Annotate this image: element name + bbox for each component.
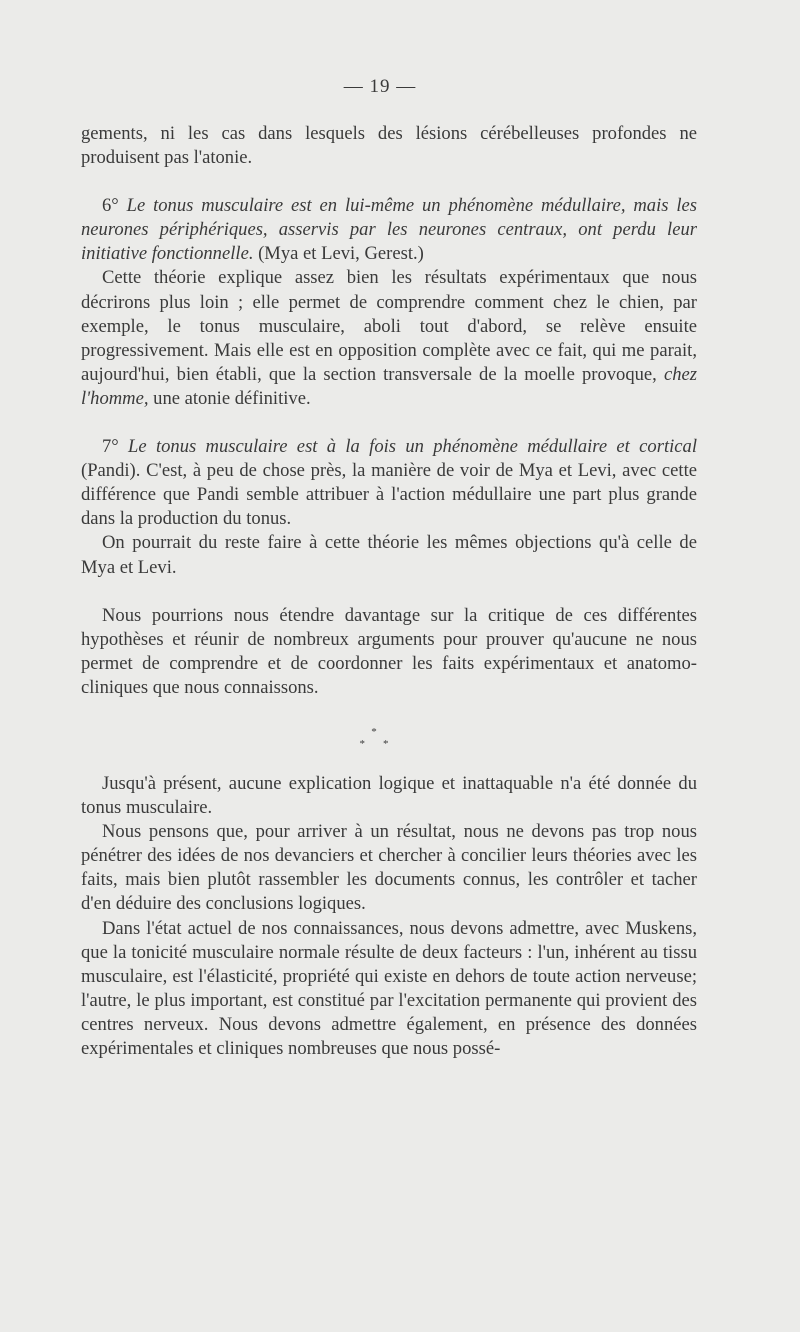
paragraph-no-explanation: Jusqu'à présent, aucune explication logique et inattaquable n'a été donnée du tonus musculaire. — [81, 772, 697, 819]
paragraph-theory-6 — [81, 194, 697, 266]
theory-6-statement: Le tonus musculaire est en lui-même un phénomène médullaire, mais les neurones périphériques, asservis par les neurones centraux, ont perdu leur initiative fonctionnelle. — [81, 195, 697, 265]
paragraph-method: Nous pensons que, pour arriver à un résultat, nous ne devons pas trop nous pénétrer des idées de nos devanciers et chercher à concilier leurs théories avec les faits, mais bien plutôt rassembler les documents connus, les contrôler et tacher d'en déduire des conclusions logiques. — [81, 821, 697, 915]
theory-6-citation: (Mya et Levi, Gerest.) — [253, 243, 424, 265]
theory-7-number: 7° — [102, 436, 129, 458]
paragraph-critique: Nous pourrions nous étendre davantage sur la critique de ces différentes hypothèses et réunir de nombreux arguments pour prouver qu'aucune ne nous permet de comprendre et de coordonner les faits expérimentaux et anatomo-cliniques que nous connaissons. — [81, 604, 697, 698]
discussion-text: Cette théorie explique assez bien les résultats expérimentaux que nous décrirons plus loin ; elle permet de comprendre comment chez le chien, par exemple, le tonus musculaire, aboli tout d'abord, se relève ensuite progressivement. Mais elle est en opposition complète avec ce fait, qui me parait, aujourd'hui, bien établi, que la section transversale de la moelle provoque, — [81, 267, 697, 385]
asterism-bottom: ** — [359, 737, 407, 750]
theory-6-number: 6° — [102, 195, 127, 217]
body-text — [81, 122, 697, 1061]
paragraph-muskens: Dans l'état actuel de nos connaissances, nous devons admettre, avec Muskens, que la tonicité musculaire normale résulte de deux facteurs : l'un, inhérent au tissu musculaire, est l'élasticité, propriété qui existe en dehors de toute action nerveuse; l'autre, le plus important, est constitué par l'excitation permanente qui provient des centres nerveux. Nous devons admettre également, en présence des données expérimentales et cliniques nombreuses que nous possé- — [81, 917, 697, 1059]
theory-7-text: (Pandi). C'est, à peu de chose près, la manière de voir de Mya et Levi, avec cette différence que Pandi semble attribuer à l'action médullaire une part plus grande dans la production du tonus. — [81, 460, 697, 530]
discussion-text-end: une atonie définitive. — [148, 387, 311, 409]
theory-7-statement: Le tonus musculaire est à la fois un phénomène médullaire et cortical — [128, 436, 697, 458]
paragraph-theory-6-discussion — [81, 266, 697, 411]
asterism-separator — [81, 726, 697, 750]
paragraph-objections: On pourrait du reste faire à cette théorie les mêmes objections qu'à celle de Mya et Levi. — [81, 532, 697, 578]
discussion-emphasis: chez l'homme, — [81, 363, 697, 409]
asterism-top: * — [371, 725, 377, 738]
page-number: — 19 — — [343, 76, 417, 97]
paragraph-theory-7 — [81, 435, 697, 531]
paragraph-continuation: gements, ni les cas dans lesquels des lésions cérébelleuses profondes ne produisent pas l'atonie. — [81, 123, 697, 169]
